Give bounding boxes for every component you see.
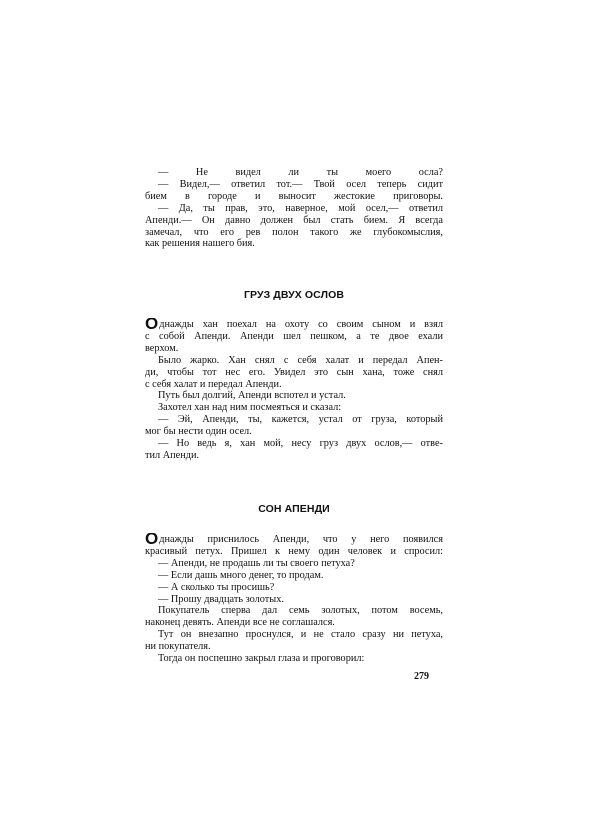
text-line: бием в городе и выносит жестокие приговоры. <box>145 190 443 202</box>
text-line: — Не видел ли ты моего осла? <box>158 167 443 178</box>
text-line: — Прошу двадцать золотых. <box>158 593 284 605</box>
text-line: ди, чтобы тот нес его. Увидел это сын хана, тоже снял <box>145 366 443 378</box>
text-line: замечал, что его рев полон такого же глубокомыслия, <box>145 226 443 238</box>
text-line: с себя халат и передал Апенди. <box>145 378 282 390</box>
story-text <box>145 533 443 665</box>
text-line: Тут он внезапно проснулся, и не стало сразу ни петуха, <box>158 629 443 641</box>
text-line: — Апенди, не продашь ли ты своего петуха? <box>158 557 355 569</box>
dialogue-block <box>145 167 443 250</box>
text-line: — Но ведь я, хан мой, несу груз двух ослов,— отве- <box>158 438 443 450</box>
drop-cap: О <box>145 533 159 546</box>
drop-cap: О <box>145 318 159 331</box>
text-line: Покупатель сперва дал семь золотых, потом восемь, <box>158 605 443 617</box>
text-line: с собой Апенди. Апенди шел пешком, а те двое ехали <box>145 330 443 342</box>
story-title: СОН АПЕНДИ <box>258 503 330 515</box>
first-line-text: днажды хан поехал на охоту со своим сыном и взял <box>159 319 443 330</box>
text-line: ни покупателя. <box>145 641 211 653</box>
text-line: красивый петух. Пришел к нему один человек и спросил: <box>145 545 443 557</box>
text-line: — Да, ты прав, это, наверное, мой осел,— ответил <box>158 202 443 214</box>
text-line: Апенди.— Он давно должен был стать бием. Я всегда <box>145 214 443 226</box>
text-line-first <box>145 318 443 331</box>
text-line: верхом. <box>145 342 179 354</box>
text-line: — Если дашь много денег, то продам. <box>158 569 324 581</box>
text-line: как решения нашего бия. <box>145 238 255 250</box>
text-line: мог бы нести один осел. <box>145 426 252 438</box>
page-number: 279 <box>414 671 429 682</box>
text-line: наконец девять. Апенди все не соглашался. <box>145 617 335 629</box>
text-line: Путь был долгий, Апенди вспотел и устал. <box>158 390 346 402</box>
text-line: Тогда он поспешно закрыл глаза и проговорил: <box>158 653 365 665</box>
text-line: — А сколько ты просишь? <box>158 581 275 593</box>
text-line: Захотел хан над ним посмеяться и сказал: <box>158 402 342 414</box>
text-line: Было жарко. Хан снял с себя халат и передал Апен- <box>158 354 443 366</box>
story-title: ГРУЗ ДВУХ ОСЛОВ <box>243 289 345 301</box>
text-line-first <box>145 533 443 546</box>
text-line: — Эй, Апенди, ты, кажется, устал от груза, который <box>158 414 443 426</box>
first-line-text: днажды приснилось Апенди, что у него появился <box>159 534 443 545</box>
text-line: тил Апенди. <box>145 449 200 461</box>
story-text <box>145 318 443 462</box>
text-line: — Видел,— ответил тот.— Твой осел теперь сидит <box>158 178 443 190</box>
